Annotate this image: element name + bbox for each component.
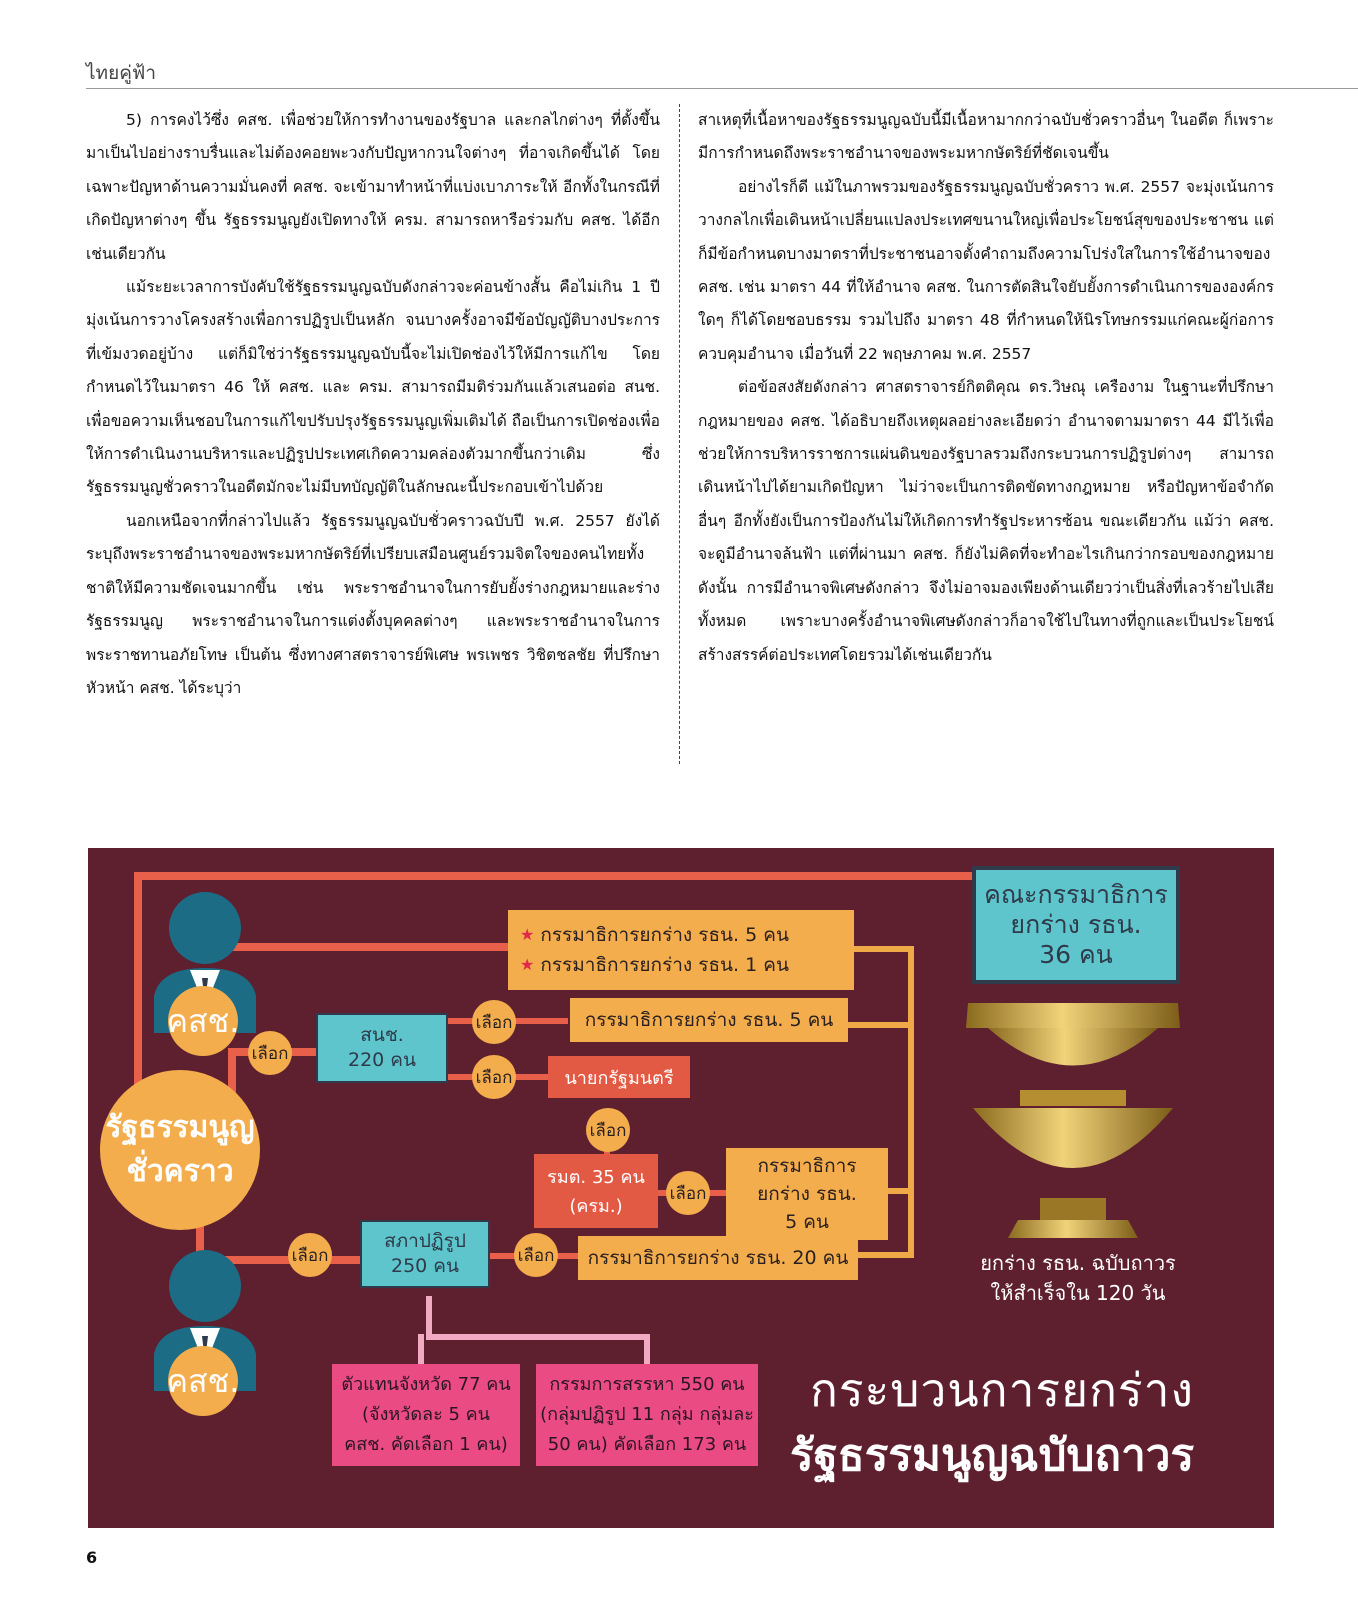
connector [426,1296,432,1338]
recruitment-line3: 50 คน) คัดเลือก 173 คน [547,1434,747,1455]
select-badge: เลือก [514,1233,558,1277]
constitution-drafting-infographic [88,848,1274,1528]
select-badge: เลือก [472,1055,516,1099]
cabinet-committee-line1: กรรมาธิการ [757,1155,857,1177]
nla-line2: 220 คน [347,1049,416,1071]
star-icon: ★ [520,925,535,944]
interim-constitution-circle [100,1070,260,1230]
connector [908,946,914,1258]
caption-line1: ยกร่าง รธน. ฉบับถาวร [980,1251,1176,1275]
paragraph: 5) การคงไว้ซึ่ง คสช. เพื่อช่วยให้การทำงานของรัฐบาล และกลไกต่างๆ ที่ตั้งขึ้นมาเป็นไปอย่างราบรื่นและไม่ต้องคอยพะวงกับปัญหากวนใจต่างๆ ที่อาจเกิดขึ้นได้ โดยเฉพาะปัญหาด้านความมั่นคงที่ คสช. จะเข้ามาทำหน้าที่แบ่งเบาภาระให้ อีกทั้งในกรณีที่เกิดปัญหาต่างๆ ขึ้น รัฐธรรมนูญยังเปิดทางให้ ครม. สามารถหารือร่วมกับ คสช. ได้อีกเช่นเดียวกัน [86,111,660,263]
committee-line1: คณะกรรมาธิการ [984,880,1168,909]
select-badge: เลือก [288,1233,332,1277]
infographic-title-line1: กระบวนการยกร่าง [810,1363,1194,1417]
nla-committee-box: กรรมาธิการยกร่าง รธน. 5 คน [570,998,848,1042]
infographic-title-line2: รัฐธรรมนูญฉบับถาวร [790,1430,1195,1481]
kc-committee-item: กรรมาธิการยกร่าง รธน. 1 คน [540,954,789,976]
provincial-line3: คสช. คัดเลือก 1 คน) [344,1434,508,1455]
constitution-line1: รัฐธรรมนูญ [105,1110,255,1145]
connector [858,1252,914,1258]
connector [426,1334,648,1340]
select-badge: เลือก [586,1108,630,1152]
provincial-line1: ตัวแทนจังหวัด 77 คน [341,1374,511,1395]
provincial-line2: (จังหวัดละ 5 คน [362,1404,490,1425]
list-item [508,950,854,980]
committee-line2: ยกร่าง รธน. [1010,910,1142,939]
ministers-line1: รมต. 35 คน [547,1167,645,1188]
connector [854,946,914,952]
recruitment-line1: กรรมการสรรหา 550 คน [549,1374,745,1395]
list-item [508,920,854,950]
reform-committee-box: กรรมาธิการยกร่าง รธน. 20 คน [578,1236,858,1280]
nla-box [316,1013,448,1083]
kc-committee-item: กรรมาธิการยกร่าง รธน. 5 คน [540,924,789,946]
cabinet-committee-line2: ยกร่าง รธน. [757,1183,857,1205]
kc-badge-top: คสช. [168,986,238,1056]
deadline-caption [968,1248,1188,1308]
nla-line1: สนช. [360,1024,404,1046]
right-column [698,104,1274,672]
paragraph: นอกเหนือจากที่กล่าวไปแล้ว รัฐธรรมนูญฉบับชั่วคราวฉบับปี พ.ศ. 2557 ยังได้ระบุถึงพระราชอำนาจของพระมหากษัตริย์ที่เปรียบเสมือนศูนย์รวมจิตใจของคนไทยทั้งชาติให้มีความชัดเจนมากขึ้น เช่น พระราชอำนาจในการยับยั้งร่างกฎหมายและร่างรัฐธรรมนูญ พระราชอำนาจในการแต่งตั้งบุคคลต่างๆ และพระราชอำนาจในการพระราชทานอภัยโทษ เป็นต้น ซึ่งทางศาสตราจารย์พิเศษ พรเพชร วิชิตชลชัย ที่ปรึกษาหัวหน้า คสช. ได้ระบุว่า [86,511,660,697]
kc-badge-bottom: คสช. [168,1346,238,1416]
constitution-line2: ชั่วคราว [126,1154,234,1189]
star-icon: ★ [520,955,535,974]
connector [644,1334,650,1366]
header-rule [86,88,1358,89]
connector [418,1334,424,1366]
cabinet-committee-line3: 5 คน [785,1211,829,1233]
ministers-box [534,1154,658,1228]
select-badge: เลือก [666,1171,710,1215]
connector [134,872,972,880]
committee-line3: 36 คน [1039,940,1113,969]
select-badge: เลือก [248,1031,292,1075]
reform-council-line2: 250 คน [390,1255,459,1277]
drafting-committee-36-box [972,866,1180,984]
connector [888,1188,914,1194]
paragraph: อย่างไรก็ดี แม้ในภาพรวมของรัฐธรรมนูญฉบับชั่วคราว พ.ศ. 2557 จะมุ่งเน้นการวางกลไกเพื่อเดินหน้าเปลี่ยนแปลงประเทศขนานใหญ่เพื่อประโยชน์สุขของประชาชน แต่ก็มีข้อกำหนดบางมาตราที่ประชาชนอาจตั้งคำถามถึงความโปร่งใสในการใช้อำนาจของ คสช. เช่น มาตรา 44 ที่ให้อำนาจ คสช. ในการตัดสินใจยับยั้งการดำเนินการขององค์กรใดๆ ก็ได้โดยชอบธรรม รวมไปถึง มาตรา 48 ที่กำหนดให้นิรโทษกรรมแก่คณะผู้ก่อการควบคุมอำนาจ เมื่อวันที่ 22 พฤษภาคม พ.ศ. 2557 [698,177,1274,363]
provincial-representatives-box [332,1364,520,1466]
cabinet-committee-box [726,1148,888,1240]
prime-minister-box: นายกรัฐมนตรี [548,1056,690,1098]
paragraph: ต่อข้อสงสัยดังกล่าว ศาสตราจารย์กิตติคุณ ดร.วิษณุ เครืองาม ในฐานะที่ปรึกษากฎหมายของ คสช. ได้อธิบายถึงเหตุผลอย่างละเอียดว่า อำนาจตามมาตรา 44 มีไว้เพื่อช่วยให้การบริหารราชการแผ่นดินของรัฐบาลรวมถึงกระบวนการปฏิรูปต่างๆ สามารถเดินหน้าไปได้ยามเกิดปัญหา ไม่ว่าจะเป็นการติดขัดทางกฎหมาย หรือปัญหาข้อจำกัดอื่นๆ อีกทั้งยังเป็นการป้องกันไม่ให้เกิดการทำรัฐประหารซ้อน ขณะเดียวกัน แม้ว่า คสช. จะดูมีอำนาจล้นฟ้า แต่ที่ผ่านมา คสช. ก็ยังไม่คิดที่จะทำอะไรเกินกว่ากรอบของกฎหมาย ดังนั้น การมีอำนาจพิเศษดังกล่าว จึงไม่อาจมองเพียงด้านเดียวว่าเป็นสิ่งที่เลวร้ายไปเสียทั้งหมด เพราะบางครั้งอำนาจพิเศษดังกล่าวก็อาจใช้ไปในทางที่ถูกและเป็นประโยชน์สร้างสรรค์ต่อประเทศโดยรวมได้เช่นเดียวกัน [698,378,1274,664]
paragraph: สาเหตุที่เนื้อหาของรัฐธรรมนูญฉบับนี้มีเนื้อหามากกว่าฉบับชั่วคราวอื่นๆ ในอดีต ก็เพราะมีการกำหนดถึงพระราชอำนาจของพระมหากษัตริย์ที่ชัดเจนขึ้น [698,111,1274,163]
magazine-header: ไทยคู่ฟ้า [86,62,157,84]
golden-tray-image [958,998,1188,1248]
connector [848,1022,914,1028]
recruitment-committee-box [536,1364,758,1466]
ministers-line2: (ครม.) [569,1196,623,1217]
column-divider [679,104,680,764]
reform-council-line1: สภาปฏิรูป [384,1230,466,1252]
reform-council-box [360,1220,490,1288]
select-badge: เลือก [472,1000,516,1044]
recruitment-line2: (กลุ่มปฏิรูป 11 กลุ่ม กลุ่มละ [540,1404,754,1425]
paragraph: แม้ระยะเวลาการบังคับใช้รัฐธรรมนูญฉบับดังกล่าวจะค่อนข้างสั้น คือไม่เกิน 1 ปี มุ่งเน้นการวางโครงสร้างเพื่อการปฏิรูปเป็นหลัก จนบางครั้งอาจมีข้อบัญญัติบางประการที่เข้มงวดอยู่บ้าง แต่ก็มิใช่ว่ารัฐธรรมนูญฉบับนี้จะไม่เปิดช่องไว้ให้มีการแก้ไข โดยกำหนดไว้ในมาตรา 46 ให้ คสช. และ ครม. สามารถมีมติร่วมกันแล้วเสนอต่อ สนช. เพื่อขอความเห็นชอบในการแก้ไขปรับปรุงรัฐธรรมนูญเพิ่มเติมได้ ถือเป็นการเปิดช่องเพื่อให้การดำเนินงานบริหารและปฏิรูปประเทศเกิดความคล่องตัวมากขึ้นกว่าเดิม ซึ่งรัฐธรรมนูญชั่วคราวในอดีตมักจะไม่มีบทบัญญัติในลักษณะนี้ประกอบเข้าไปด้วย [86,278,660,497]
page-number: 6 [86,1548,98,1567]
caption-line2: ให้สำเร็จใน 120 วัน [990,1281,1166,1305]
kc-committee-box [508,910,854,990]
left-column [86,104,660,705]
